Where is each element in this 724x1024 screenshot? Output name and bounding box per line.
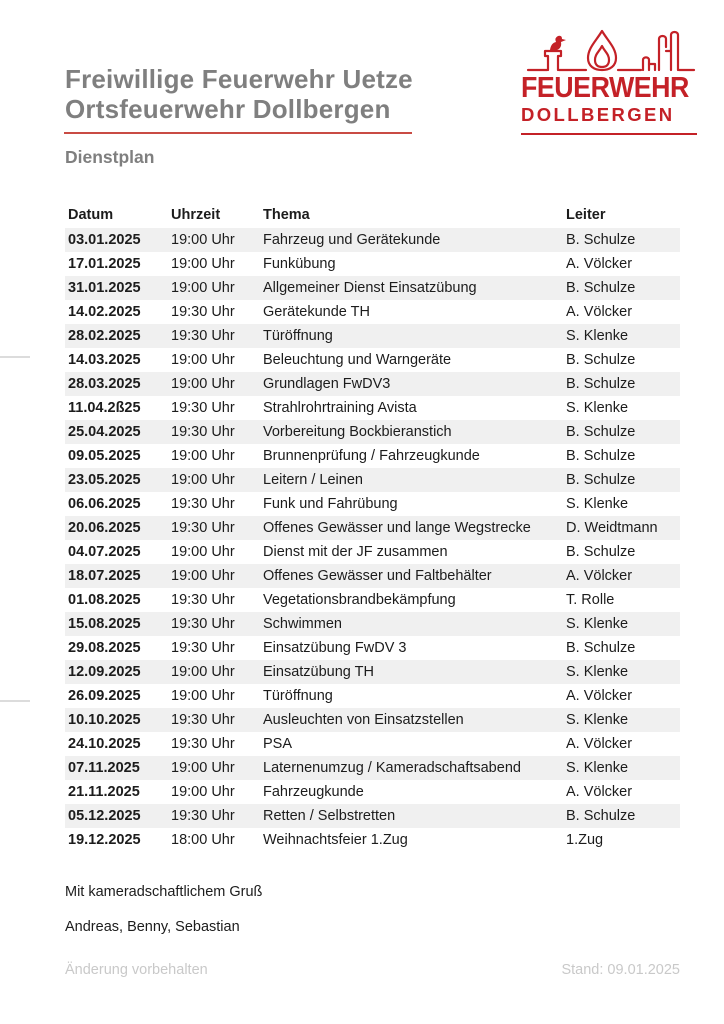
- row-time: 19:30 Uhr: [171, 400, 235, 416]
- row-leader: D. Weidtmann: [566, 520, 658, 536]
- row-time: 19:30 Uhr: [171, 616, 235, 632]
- row-date: 17.01.2025: [68, 256, 141, 272]
- table-row: [65, 348, 680, 372]
- table-row: [65, 708, 680, 732]
- row-leader: A. Völcker: [566, 736, 633, 752]
- fold-mark-bottom: [0, 700, 30, 702]
- row-leader: S. Klenke: [566, 712, 629, 728]
- row-time: 19:00 Uhr: [171, 688, 235, 704]
- row-topic: Dienst mit der JF zusammen: [263, 544, 448, 560]
- row-date: 01.08.2025: [68, 592, 141, 608]
- row-time: 19:30 Uhr: [171, 592, 235, 608]
- page-title: Dienstplan: [65, 147, 155, 167]
- row-topic: Gerätekunde TH: [263, 304, 370, 320]
- row-leader: S. Klenke: [566, 664, 629, 680]
- row-date: 28.03.2025: [68, 376, 141, 392]
- row-topic: Türöffnung: [263, 328, 333, 344]
- row-date: 06.06.2025: [68, 496, 141, 512]
- logo-text-feuerwehr: FEUERWEHR: [521, 72, 689, 104]
- row-topic: PSA: [263, 736, 293, 752]
- row-topic: Vegetationsbrandbekämpfung: [263, 592, 456, 608]
- row-leader: B. Schulze: [566, 280, 636, 296]
- column-header-datum: Datum: [68, 207, 114, 223]
- row-time: 19:00 Uhr: [171, 232, 235, 248]
- row-date: 18.07.2025: [68, 568, 141, 584]
- row-date: 21.11.2025: [68, 784, 140, 800]
- row-leader: S. Klenke: [566, 760, 629, 776]
- row-leader: B. Schulze: [566, 808, 636, 824]
- table-row: [65, 804, 680, 828]
- row-time: 19:00 Uhr: [171, 352, 235, 368]
- row-leader: B. Schulze: [566, 472, 636, 488]
- column-header-leiter: Leiter: [566, 207, 606, 223]
- row-topic: Türöffnung: [263, 688, 333, 704]
- row-leader: S. Klenke: [566, 496, 629, 512]
- row-leader: B. Schulze: [566, 424, 636, 440]
- table-row: [65, 612, 680, 636]
- title-underline-rule: [64, 132, 412, 134]
- row-topic: Strahlrohrtraining Avista: [263, 400, 417, 416]
- table-row: [65, 732, 680, 756]
- table-row: [65, 444, 680, 468]
- row-date: 25.04.2025: [68, 424, 141, 440]
- row-time: 19:00 Uhr: [171, 784, 235, 800]
- org-title-line2: Ortsfeuerwehr Dollbergen: [65, 94, 391, 124]
- row-date: 26.09.2025: [68, 688, 141, 704]
- row-topic: Offenes Gewässer und lange Wegstrecke: [263, 520, 531, 536]
- row-date: 03.01.2025: [68, 232, 141, 248]
- signers: Andreas, Benny, Sebastian: [65, 919, 240, 935]
- row-date: 28.02.2025: [68, 328, 141, 344]
- table-row: [65, 492, 680, 516]
- row-leader: T. Rolle: [566, 592, 615, 608]
- row-time: 19:00 Uhr: [171, 280, 235, 296]
- row-time: 19:00 Uhr: [171, 760, 235, 776]
- row-topic: Vorbereitung Bockbieranstich: [263, 424, 452, 440]
- row-date: 23.05.2025: [68, 472, 141, 488]
- schedule-header-row: [65, 202, 680, 228]
- table-row: [65, 372, 680, 396]
- row-time: 19:00 Uhr: [171, 664, 235, 680]
- row-topic: Ausleuchten von Einsatzstellen: [263, 712, 464, 728]
- row-leader: A. Völcker: [566, 784, 633, 800]
- row-leader: S. Klenke: [566, 400, 629, 416]
- table-row: [65, 636, 680, 660]
- row-date: 20.06.2025: [68, 520, 141, 536]
- row-date: 31.01.2025: [68, 280, 141, 296]
- row-leader: A. Völcker: [566, 256, 633, 272]
- row-leader: B. Schulze: [566, 232, 636, 248]
- row-topic: Fahrzeugkunde: [263, 784, 364, 800]
- row-topic: Funkübung: [263, 256, 336, 272]
- row-leader: B. Schulze: [566, 352, 636, 368]
- row-topic: Allgemeiner Dienst Einsatzübung: [263, 280, 477, 296]
- row-date: 11.04.2ß25: [68, 400, 141, 416]
- row-date: 10.10.2025: [68, 712, 141, 728]
- row-leader: A. Völcker: [566, 688, 633, 704]
- footnote-date-stamp: Stand: 09.01.2025: [561, 962, 680, 978]
- row-leader: B. Schulze: [566, 640, 636, 656]
- table-row: [65, 588, 680, 612]
- table-row: [65, 516, 680, 540]
- logo-text-dollbergen: DOLLBERGEN: [521, 104, 675, 125]
- row-date: 15.08.2025: [68, 616, 141, 632]
- row-time: 19:00 Uhr: [171, 448, 235, 464]
- row-date: 29.08.2025: [68, 640, 141, 656]
- closing-greeting: Mit kameradschaftlichem Gruß: [65, 884, 263, 900]
- row-leader: B. Schulze: [566, 544, 636, 560]
- row-leader: 1.Zug: [566, 832, 604, 848]
- row-time: 19:30 Uhr: [171, 424, 235, 440]
- row-time: 19:30 Uhr: [171, 520, 235, 536]
- row-leader: A. Völcker: [566, 568, 633, 584]
- fire-department-logo: [521, 27, 701, 135]
- logo-rule: [521, 133, 697, 135]
- table-row: [65, 468, 680, 492]
- row-date: 14.03.2025: [68, 352, 141, 368]
- table-row: [65, 540, 680, 564]
- row-time: 19:30 Uhr: [171, 808, 235, 824]
- fold-mark-top: [0, 356, 30, 358]
- table-row: [65, 660, 680, 684]
- row-topic: Funk und Fahrübung: [263, 496, 398, 512]
- table-row: [65, 564, 680, 588]
- row-time: 19:00 Uhr: [171, 568, 235, 584]
- row-topic: Leitern / Leinen: [263, 472, 363, 488]
- row-date: 14.02.2025: [68, 304, 141, 320]
- row-topic: Retten / Selbstretten: [263, 808, 396, 824]
- row-leader: S. Klenke: [566, 328, 629, 344]
- row-time: 19:30 Uhr: [171, 736, 235, 752]
- refinery-stork-flame-skyline-icon: [525, 27, 697, 72]
- row-time: 19:30 Uhr: [171, 304, 235, 320]
- table-row: [65, 324, 680, 348]
- row-time: 18:00 Uhr: [171, 832, 235, 848]
- row-topic: Fahrzeug und Gerätekunde: [263, 232, 441, 248]
- table-row: [65, 828, 680, 852]
- row-time: 19:00 Uhr: [171, 544, 235, 560]
- row-topic: Schwimmen: [263, 616, 342, 632]
- row-date: 12.09.2025: [68, 664, 141, 680]
- column-header-thema: Thema: [263, 207, 310, 223]
- row-leader: S. Klenke: [566, 616, 629, 632]
- row-leader: A. Völcker: [566, 304, 633, 320]
- row-topic: Einsatzübung FwDV 3: [263, 640, 407, 656]
- row-time: 19:30 Uhr: [171, 328, 235, 344]
- table-row: [65, 420, 680, 444]
- row-time: 19:30 Uhr: [171, 496, 235, 512]
- row-date: 09.05.2025: [68, 448, 141, 464]
- row-date: 04.07.2025: [68, 544, 141, 560]
- table-row: [65, 300, 680, 324]
- row-time: 19:30 Uhr: [171, 640, 235, 656]
- schedule-table: [65, 202, 680, 852]
- schedule-body: [65, 228, 680, 852]
- row-topic: Grundlagen FwDV3: [263, 376, 391, 392]
- row-date: 05.12.2025: [68, 808, 141, 824]
- row-topic: Weihnachtsfeier 1.Zug: [263, 832, 408, 848]
- table-row: [65, 780, 680, 804]
- row-topic: Einsatzübung TH: [263, 664, 374, 680]
- table-row: [65, 276, 680, 300]
- row-time: 19:00 Uhr: [171, 256, 235, 272]
- table-row: [65, 252, 680, 276]
- column-header-uhrzeit: Uhrzeit: [171, 207, 221, 223]
- row-topic: Brunnenprüfung / Fahrzeugkunde: [263, 448, 480, 464]
- table-row: [65, 228, 680, 252]
- row-time: 19:00 Uhr: [171, 472, 235, 488]
- org-title: [65, 64, 413, 124]
- table-row: [65, 396, 680, 420]
- row-time: 19:30 Uhr: [171, 712, 235, 728]
- row-leader: B. Schulze: [566, 448, 636, 464]
- org-title-line1: Freiwillige Feuerwehr Uetze: [65, 64, 413, 94]
- row-leader: B. Schulze: [566, 376, 636, 392]
- row-topic: Laternenumzug / Kameradschaftsabend: [263, 760, 521, 776]
- row-date: 19.12.2025: [68, 832, 141, 848]
- row-date: 07.11.2025: [68, 760, 140, 776]
- row-time: 19:00 Uhr: [171, 376, 235, 392]
- table-row: [65, 756, 680, 780]
- table-row: [65, 684, 680, 708]
- row-date: 24.10.2025: [68, 736, 141, 752]
- row-topic: Offenes Gewässer und Faltbehälter: [263, 568, 492, 584]
- row-topic: Beleuchtung und Warngeräte: [263, 352, 452, 368]
- footnote-change-notice: Änderung vorbehalten: [65, 962, 208, 978]
